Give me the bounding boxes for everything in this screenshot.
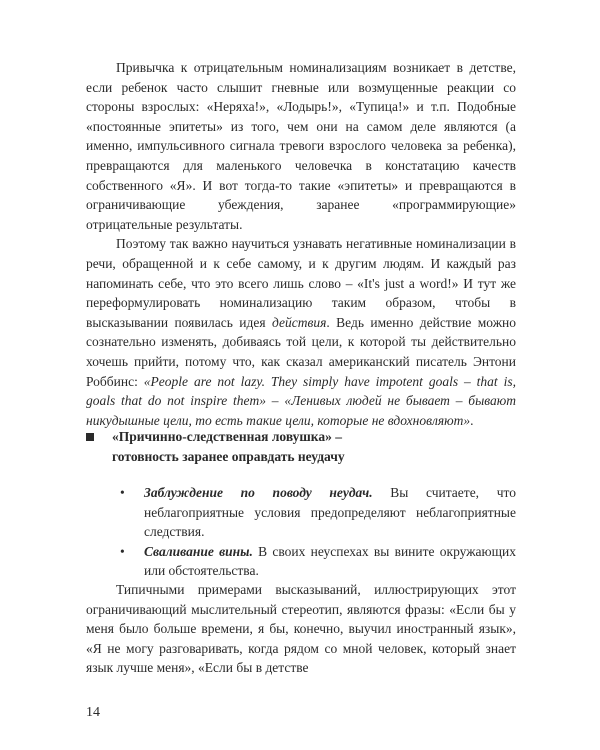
- paragraph-childhood-nominalizations: Привычка к отрицательным номинализациям возникает в детстве, если ребенок часто слышит гневные или возмущенные реакции со стороны взрослых: «Неряха!», «Лодырь!», «Тупица!» и т.п. Подобные «постоянные эпитеты» из того, чем они на самом деле являются (а именно, импульсивного сигнала тревоги взрослого человека за ребенка), превращаются для маленького человечка в констатацию качеств собственного «Я». И вот тогда-то такие «эпитеты» и превращаются в ограничивающие убеждения, заранее «программирующие» отрицательные результаты.: [86, 60, 516, 232]
- paragraph-examples: Типичными примерами высказываний, иллюстрирующих этот ограничивающий мыслительный стереотип, являются фразы: «Если бы у меня было больше времени, я бы, конечно, выучил иностранный язык», «Я не могу разговаривать, когда рядом со мной человек, который знает язык лучше меня», «Если бы в детстве: [86, 582, 516, 676]
- list-item: [118, 483, 516, 542]
- paragraph-text: .: [470, 412, 474, 428]
- paragraph-text: . Ведь именно действие можно сознательно изменять, добиваясь той цели, к которой ты действительно хочешь прийти, потому что, как сказал американский писатель Энтони Роббинс:: [86, 314, 516, 389]
- bullet-text: Вы считаете, что неблагоприятные условия предопределяют неблагоприятные следствия.: [144, 485, 516, 540]
- bullet-list: [118, 483, 516, 581]
- page-number: 14: [86, 705, 100, 720]
- paragraph-text: Поэтому так важно научиться узнавать негативные номинализации в речи, обращенной и к себе самому, и к другим людям. И каждый раз напоминать себе, что это всего лишь слово – «It's just a word!» И тут же переформулировать номинализацию таким образом, чтобы в высказывании появилась идея: [86, 236, 516, 330]
- bullet-dot-icon: •: [120, 543, 125, 559]
- list-item: [118, 542, 516, 581]
- section-heading-line-1: «Причинно-следственная ловушка» –: [112, 429, 342, 444]
- body-text: [86, 58, 516, 430]
- bullet-dot-icon: •: [120, 485, 125, 500]
- emphasis-word: действия: [271, 314, 327, 330]
- bullet-term: Сваливание вины.: [144, 543, 253, 559]
- bullet-text: В своих неуспехах вы вините окружающих или обстоятельства.: [144, 543, 517, 579]
- section-heading-line-2: готовность заранее оправдать неудачу: [112, 449, 345, 464]
- body-text-continued: [86, 580, 516, 678]
- paragraph-recognize-nominalizations: [86, 234, 516, 430]
- bullet-term: Заблуждение по поводу неудач.: [144, 485, 373, 500]
- section-heading: [86, 427, 516, 467]
- square-bullet-icon: [86, 433, 94, 441]
- robbins-quote: «People are not lazy. They simply have impotent goals – that is, goals that do not inspire them» – «Ленивых людей не бывает – бывают никудышные цели, то есть такие цели, которые не вдохновляют»: [86, 373, 516, 428]
